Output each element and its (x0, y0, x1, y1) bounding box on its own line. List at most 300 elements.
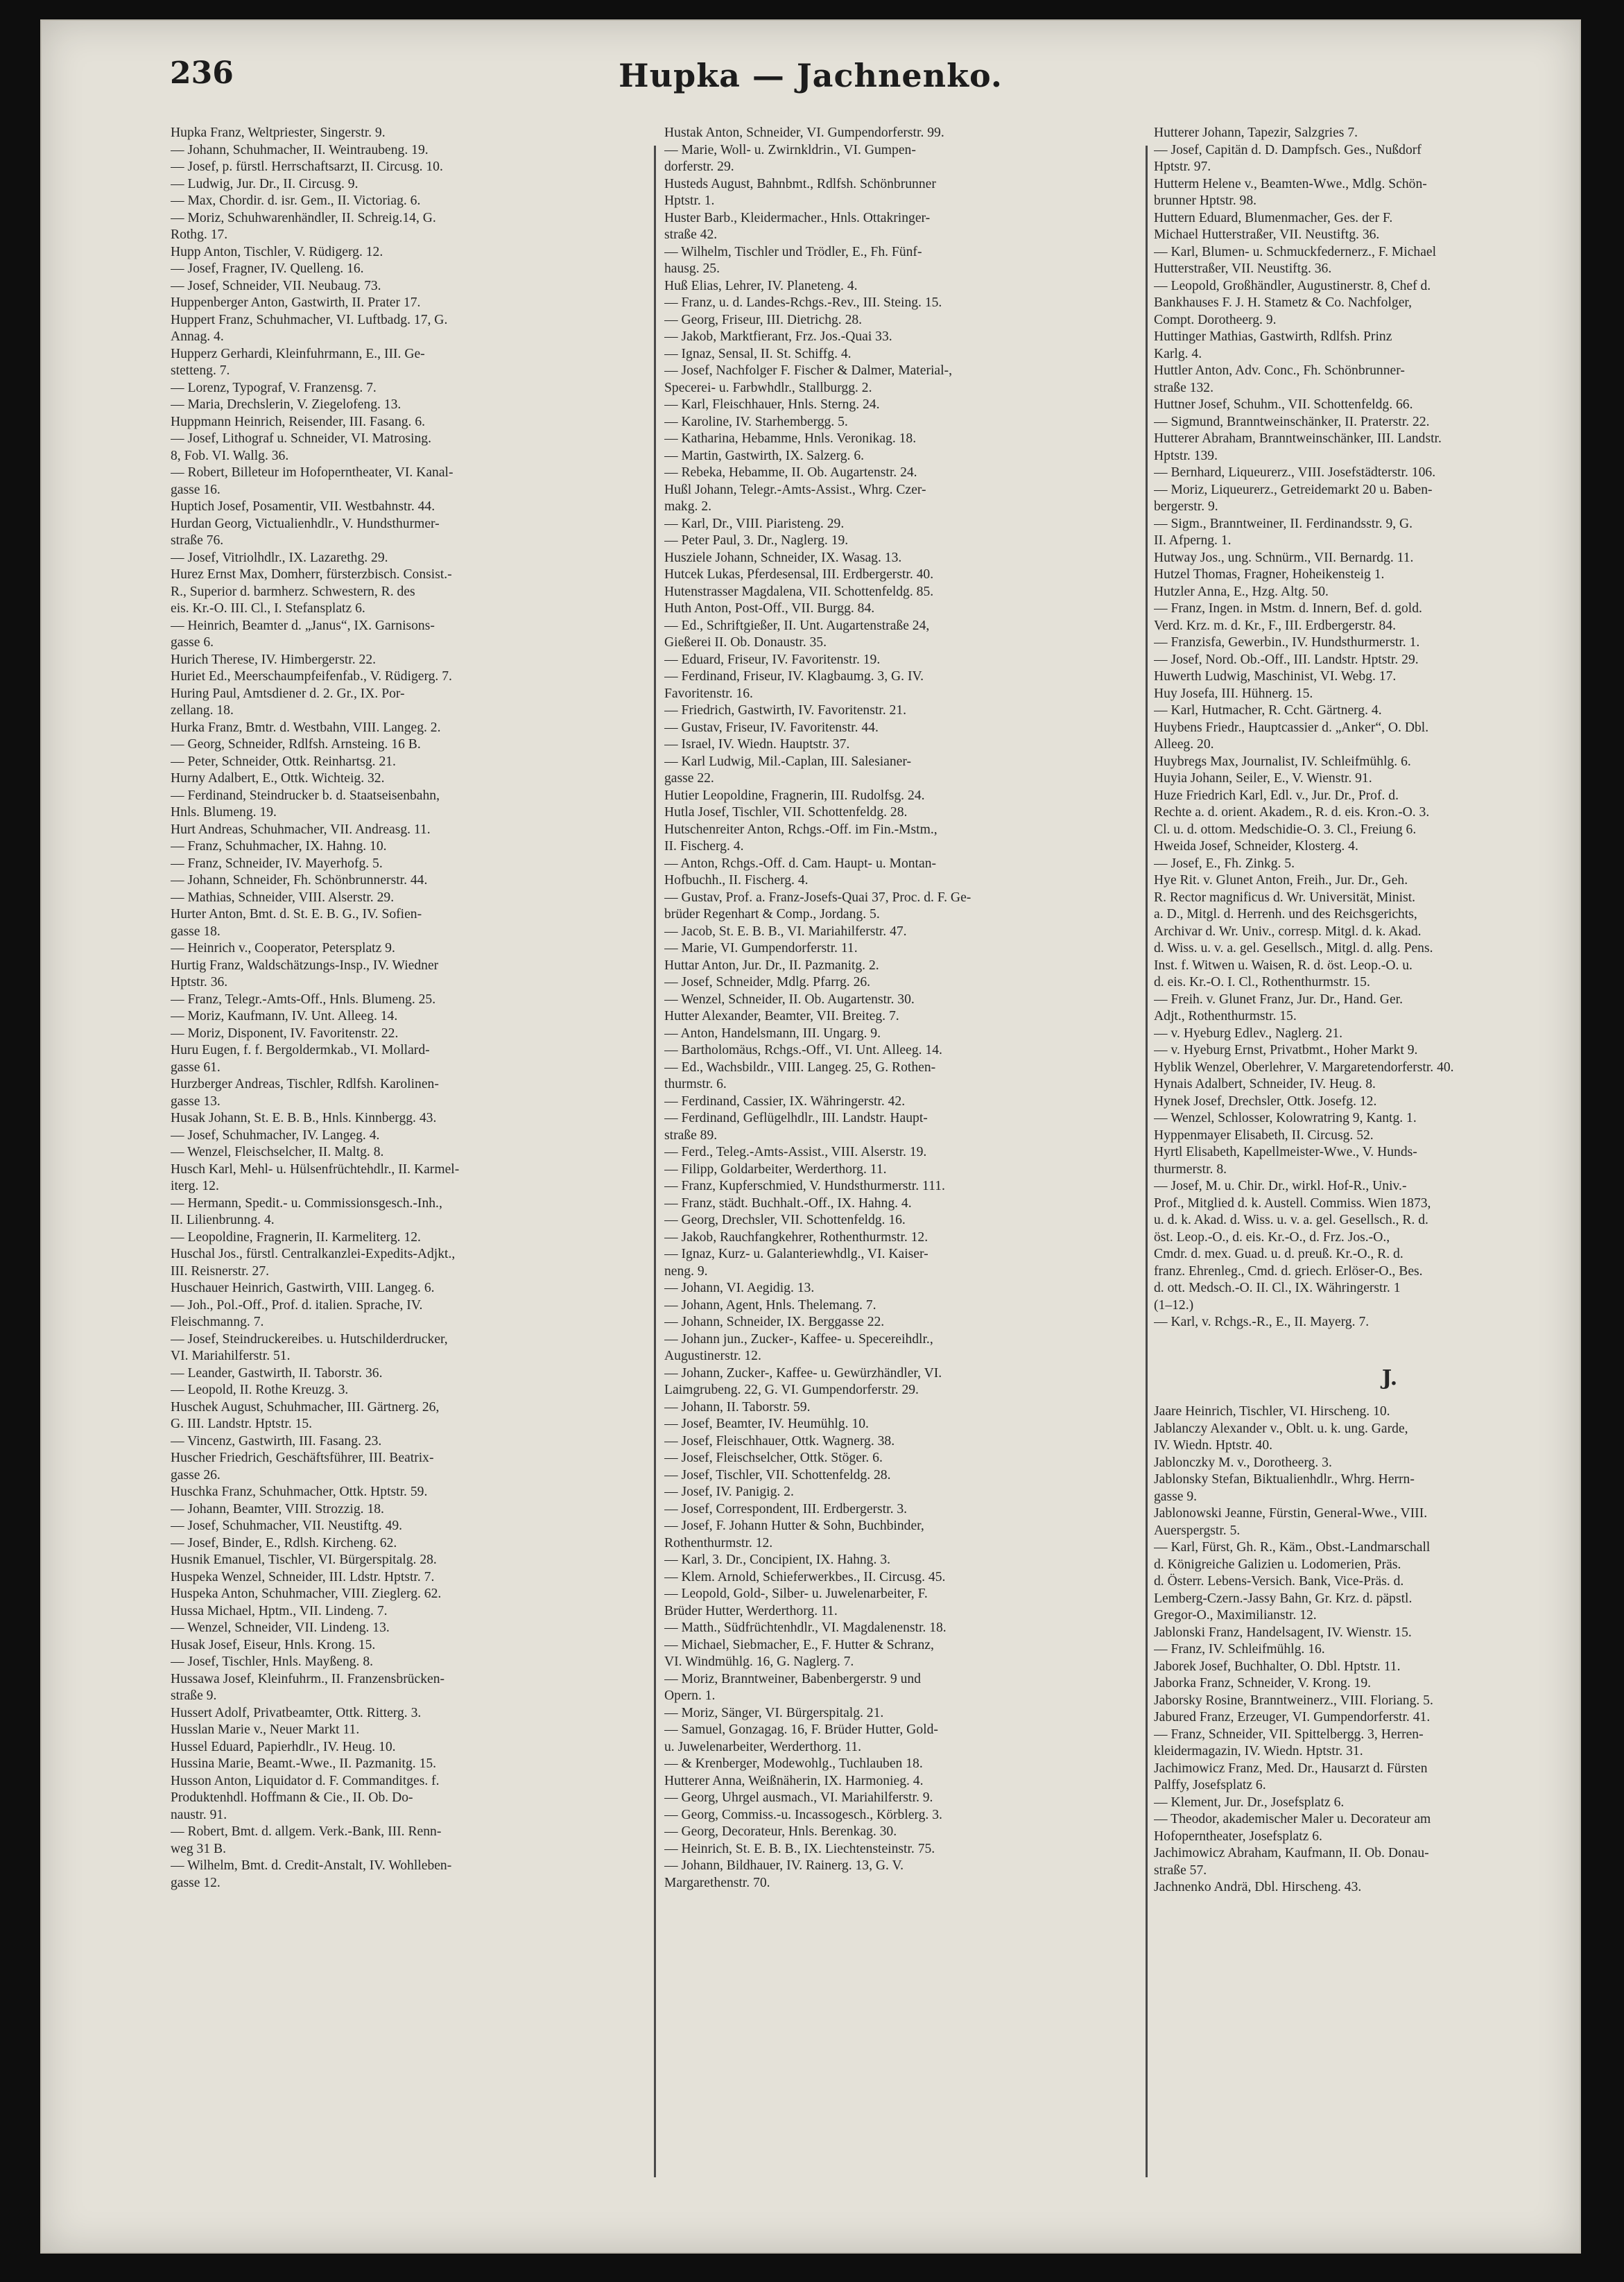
directory-entry: — Karl Ludwig, Mil.-Caplan, III. Salesianer- (664, 754, 912, 769)
directory-entry: Hupka Franz, Weltpriester, Singerstr. 9. (171, 126, 386, 140)
directory-entry: — Wenzel, Schneider, II. Ob. Augartenstr. 30. (664, 992, 915, 1007)
directory-entry: Hussert Adolf, Privatbeamter, Ottk. Ritterg. 3. (171, 1705, 422, 1720)
directory-entry: Huth Anton, Post-Off., VII. Burgg. 84. (664, 601, 875, 616)
directory-entry: — Johann, Schneider, IX. Berggasse 22. (664, 1315, 885, 1329)
directory-entry: Hutterm Helene v., Beamten-Wwe., Mdlg. Schön- (1154, 176, 1427, 191)
directory-entry: II. Afperng. 1. (1154, 533, 1232, 548)
directory-entry: — Josef, Correspondent, III. Erdbergerstr. 3. (664, 1501, 908, 1516)
directory-entry: Hurny Adalbert, E., Ottk. Wichteig. 32. (171, 771, 385, 786)
directory-entry: — Josef, Schuhmacher, IV. Langeg. 4. (171, 1127, 380, 1143)
directory-entry: Husch Karl, Mehl- u. Hülsenfrüchtehdlr., II. Karmel- (171, 1161, 460, 1177)
running-title: Hupka — Jachnenko. (619, 57, 1003, 94)
column-1 (171, 125, 648, 1892)
directory-entry: — Georg, Schneider, Rdlfsh. Arnsteing. 16 B. (171, 737, 421, 752)
column-spacer (1154, 1348, 1581, 1365)
directory-entry: — Michael, Siebmacher, E., F. Hutter & Schranz, (664, 1637, 934, 1652)
directory-entry: — Bernhard, Liqueurerz., VIII. Josefstädterstr. 106. (1154, 465, 1436, 480)
column-divider-1 (654, 146, 656, 2177)
directory-entry: — Josef, Fragner, IV. Quelleng. 16. (171, 261, 364, 276)
directory-entry: Cmdr. d. mex. Guad. u. d. preuß. Kr.-O., R. d. (1154, 1247, 1403, 1261)
directory-entry: — Josef, M. u. Chir. Dr., wirkl. Hof-R., Univ.- (1154, 1179, 1407, 1193)
directory-entry: — Eduard, Friseur, IV. Favoritenstr. 19. (664, 652, 881, 667)
directory-entry: Hofoperntheater, Josefsplatz 6. (1154, 1829, 1322, 1844)
directory-entry: Huttinger Mathias, Gastwirth, Rdlfsh. Prinz (1154, 329, 1392, 344)
directory-entry: Prof., Mitglied d. k. Austell. Commiss. Wien 1873, (1154, 1195, 1431, 1211)
directory-entry: — v. Hyeburg Edlev., Naglerg. 21. (1154, 1026, 1343, 1041)
directory-entry: — Friedrich, Gastwirth, IV. Favoritenstr. 21. (664, 703, 907, 718)
directory-entry: Huppenberger Anton, Gastwirth, II. Prater 17. (171, 295, 421, 310)
directory-entry: Favoritenstr. 16. (664, 686, 753, 701)
directory-entry: Jabured Franz, Erzeuger, VI. Gumpendorferstr. 41. (1154, 1710, 1431, 1725)
directory-entry: eis. Kr.-O. III. Cl., I. Stefansplatz 6. (171, 601, 365, 616)
directory-entry: hausg. 25. (664, 261, 720, 276)
directory-entry: II. Lilienbrunng. 4. (171, 1213, 275, 1227)
directory-entry: Lemberg-Czern.-Jassy Bahn, Gr. Krz. d. päpstl. (1154, 1591, 1413, 1606)
directory-entry: Hurez Ernst Max, Domherr, fürsterzbisch. Consist.- (171, 567, 452, 582)
directory-entry: Hurt Andreas, Schuhmacher, VII. Andreasg. 11. (171, 822, 431, 837)
directory-entry: — Franz, Schuhmacher, IX. Hahng. 10. (171, 839, 387, 854)
directory-entry: — Josef, Tischler, Hnls. Mayßeng. 8. (171, 1654, 374, 1669)
directory-entry: — Georg, Uhrgel ausmach., VI. Mariahilferstr. 9. (664, 1790, 933, 1805)
directory-entry: Hussina Marie, Beamt.-Wwe., II. Pazmanitg. 15. (171, 1756, 437, 1771)
directory-entry: Archivar d. Wr. Univ., corresp. Mitgl. d. k. Akad. (1154, 924, 1422, 939)
directory-entry: Brüder Hutter, Werderthorg. 11. (664, 1603, 838, 1618)
directory-entry: — Johann, Bildhauer, IV. Rainerg. 13, G. V. (664, 1858, 904, 1873)
directory-entry: — Ferdinand, Friseur, IV. Klagbaumg. 3, G. IV. (664, 669, 924, 684)
directory-entry: — Wilhelm, Tischler und Trödler, E., Fh. Fünf- (664, 244, 922, 259)
directory-entry: — Karl, v. Rchgs.-R., E., II. Mayerg. 7. (1154, 1315, 1370, 1329)
directory-entry: Opern. 1. (664, 1688, 716, 1703)
directory-entry: — Robert, Billeteur im Hofoperntheater, VI. Kanal- (171, 465, 453, 480)
directory-entry: — Josef, Nachfolger F. Fischer & Dalmer, Material-, (664, 363, 952, 378)
directory-entry: — Jakob, Rauchfangkehrer, Rothenthurmstr. 12. (664, 1229, 928, 1245)
directory-entry: — Marie, VI. Gumpendorferstr. 11. (664, 941, 858, 956)
directory-entry: — v. Hyeburg Ernst, Privatbmt., Hoher Markt 9. (1154, 1043, 1418, 1057)
directory-entry: Compt. Dorotheerg. 9. (1154, 312, 1277, 327)
directory-entry: a. D., Mitgl. d. Herrenh. und des Reichsgerichts, (1154, 907, 1417, 922)
directory-entry: naustr. 91. (171, 1807, 227, 1822)
directory-entry: — Maria, Drechslerin, V. Ziegelofeng. 13. (171, 397, 401, 412)
directory-entry: — Gustav, Friseur, IV. Favoritenstr. 44. (664, 720, 879, 735)
directory-entry: Huttner Josef, Schuhm., VII. Schottenfeldg. 66. (1154, 397, 1413, 412)
directory-entry: Inst. f. Witwen u. Waisen, R. d. öst. Leop.-O. u. (1154, 958, 1413, 973)
directory-entry: straße 76. (171, 533, 224, 548)
directory-entry: Hutterstraßer, VII. Neustiftg. 36. (1154, 261, 1332, 276)
directory-entry: — Jakob, Marktfierant, Frz. Jos.-Quai 33. (664, 329, 892, 344)
directory-entry: — Heinrich v., Cooperator, Petersplatz 9. (171, 941, 395, 956)
directory-entry: — Karl, Fleischhauer, Hnls. Sterng. 24. (664, 397, 880, 412)
directory-entry: — Leopold, Großhändler, Augustinerstr. 8, Chef d. (1154, 278, 1431, 293)
directory-entry: brunner Hptstr. 98. (1154, 193, 1257, 208)
directory-entry: Rechte a. d. orient. Akadem., R. d. eis. Kron.-O. 3. (1154, 805, 1430, 820)
directory-entry: d. Königreiche Galizien u. Lodomerien, Präs. (1154, 1557, 1401, 1572)
directory-entry: Husslan Marie v., Neuer Markt 11. (171, 1722, 360, 1737)
directory-entry: Jaborsky Rosine, Branntweinerz., VIII. Floriang. 5. (1154, 1693, 1433, 1708)
directory-entry: Husziele Johann, Schneider, IX. Wasag. 13. (664, 550, 902, 565)
directory-entry: — Ferdinand, Geflügelhdlr., III. Landstr. Haupt- (664, 1111, 928, 1125)
directory-entry: Hutenstrasser Magdalena, VII. Schottenfeldg. 85. (664, 584, 934, 599)
directory-entry: Huru Eugen, f. f. Bergoldermkab., VI. Mollard- (171, 1043, 430, 1057)
directory-entry: Jablonowski Jeanne, Fürstin, General-Wwe., VIII. (1154, 1506, 1428, 1521)
directory-entry: — Robert, Bmt. d. allgem. Verk.-Bank, III. Renn- (171, 1824, 442, 1839)
directory-entry: kleidermagazin, IV. Wiedn. Hptstr. 31. (1154, 1744, 1363, 1758)
directory-entry: makg. 2. (664, 499, 712, 514)
directory-entry: Husnik Emanuel, Tischler, VI. Bürgerspitalg. 28. (171, 1553, 437, 1567)
column-2 (664, 125, 1139, 1892)
directory-entry: Michael Hutterstraßer, VII. Neustiftg. 36. (1154, 227, 1380, 242)
directory-entry: Bankhauses F. J. H. Stametz & Co. Nachfolger, (1154, 295, 1413, 310)
directory-entry: — Katharina, Hebamme, Hnls. Veronikag. 18. (664, 431, 917, 446)
directory-entry: Hustak Anton, Schneider, VI. Gumpendorferstr. 99. (664, 126, 944, 140)
directory-entry: Hussawa Josef, Kleinfuhrm., II. Franzensbrücken- (171, 1671, 445, 1686)
directory-entry: Fleischmanng. 7. (171, 1315, 264, 1329)
directory-entry: — Leopold, II. Rothe Kreuzg. 3. (171, 1383, 349, 1397)
directory-entry: Huwerth Ludwig, Maschinist, VI. Webg. 17. (1154, 669, 1397, 684)
directory-entry: — Johann, VI. Aegidig. 13. (664, 1281, 815, 1295)
directory-entry: — Wenzel, Fleischselcher, II. Maltg. 8. (171, 1145, 384, 1159)
page-number: 236 (170, 55, 234, 91)
directory-entry: Hussel Eduard, Papierhdlr., IV. Heug. 10. (171, 1739, 396, 1754)
directory-entry: gasse 22. (664, 771, 714, 786)
directory-entry: Huspeka Wenzel, Schneider, III. Ldstr. Hptstr. 7. (171, 1569, 435, 1584)
directory-entry: — Josef, Capitän d. D. Dampfsch. Ges., Nußdorf (1154, 142, 1422, 157)
directory-entry: — Peter Paul, 3. Dr., Naglerg. 19. (664, 533, 849, 548)
directory-entry: — Israel, IV. Wiedn. Hauptstr. 37. (664, 737, 850, 752)
directory-entry: d. Wiss. u. v. a. gel. Gesellsch., Mitgl. d. allg. Pens. (1154, 941, 1433, 956)
directory-entry: Hutzel Thomas, Fragner, Hoheikensteig 1. (1154, 567, 1385, 582)
directory-entry: Huybregs Max, Journalist, IV. Schleifmühlg. 6. (1154, 754, 1411, 769)
directory-entry: — Josef, Vitriolhdlr., IX. Lazarethg. 29. (171, 550, 388, 565)
directory-entry: — Jacob, St. E. B. B., VI. Mariahilferstr. 47. (664, 924, 907, 939)
directory-entry: — Martin, Gastwirth, IX. Salzerg. 6. (664, 448, 865, 463)
directory-entry: dorferstr. 29. (664, 159, 734, 174)
directory-entry: Hutla Josef, Tischler, VII. Schottenfeldg. 28. (664, 805, 908, 820)
directory-entry: — Josef, Schneider, VII. Neubaug. 73. (171, 278, 381, 293)
directory-entry: Hyblik Wenzel, Oberlehrer, V. Margaretendorferstr. 40. (1154, 1060, 1454, 1075)
directory-entry: neng. 9. (664, 1263, 708, 1279)
directory-entry: — Josef, Lithograf u. Schneider, VI. Matrosing. (171, 431, 431, 446)
directory-entry: — Josef, Fleischselcher, Ottk. Stöger. 6. (664, 1451, 883, 1465)
directory-entry: stetteng. 7. (171, 363, 230, 378)
directory-entry: — Rebeka, Hebamme, II. Ob. Augartenstr. 24. (664, 465, 917, 480)
directory-entry: — Marie, Woll- u. Zwirnkldrin., VI. Gumpen- (664, 142, 916, 157)
directory-entry: Verd. Krz. m. d. Kr., F., III. Erdbergerstr. 84. (1154, 618, 1397, 633)
directory-entry: Huppert Franz, Schuhmacher, VI. Luftbadg. 17, G. (171, 312, 448, 327)
directory-entry: Palffy, Josefsplatz 6. (1154, 1778, 1266, 1792)
directory-entry: Hyrtl Elisabeth, Kapellmeister-Wwe., V. Hunds- (1154, 1145, 1417, 1159)
directory-entry: Augustinerstr. 12. (664, 1349, 761, 1363)
directory-entry: — Peter, Schneider, Ottk. Reinhartsg. 21. (171, 754, 396, 769)
directory-entry: — Moriz, Branntweiner, Babenbergerstr. 9 und (664, 1671, 921, 1686)
directory-entry: Hutterer Johann, Tapezir, Salzgries 7. (1154, 126, 1358, 140)
directory-entry: — Johann, Agent, Hnls. Thelemang. 7. (664, 1297, 876, 1313)
directory-entry: Huschauer Heinrich, Gastwirth, VIII. Langeg. 6. (171, 1281, 435, 1295)
column-3 (1154, 125, 1581, 1896)
directory-entry: Rothenthurmstr. 12. (664, 1535, 773, 1550)
directory-entry: Hye Rit. v. Glunet Anton, Freih., Jur. Dr., Geh. (1154, 873, 1408, 888)
directory-entry: — Josef, Nord. Ob.-Off., III. Landstr. Hptstr. 29. (1154, 652, 1419, 667)
directory-entry: — Georg, Decorateur, Hnls. Berenkag. 30. (664, 1824, 897, 1839)
directory-entry: gasse 16. (171, 482, 221, 497)
directory-entry: R. Rector magnificus d. Wr. Universität, Minist. (1154, 890, 1416, 905)
directory-entry: — Karl, Hutmacher, R. Ccht. Gärtnerg. 4. (1154, 703, 1382, 718)
directory-entry: — Franz, Schneider, VII. Spittelbergg. 3, Herren- (1154, 1727, 1424, 1742)
directory-entry: IV. Wiedn. Hptstr. 40. (1154, 1438, 1273, 1453)
directory-entry: — Vincenz, Gastwirth, III. Fasang. 23. (171, 1433, 382, 1449)
directory-entry: — Filipp, Goldarbeiter, Werderthorg. 11. (664, 1161, 887, 1177)
directory-entry: — Moriz, Liqueurerz., Getreidemarkt 20 u. Baben- (1154, 482, 1433, 497)
directory-entry: Huring Paul, Amtsdiener d. 2. Gr., IX. Por- (171, 686, 405, 701)
directory-entry: Hutschenreiter Anton, Rchgs.-Off. im Fin.-Mstm., (664, 822, 938, 837)
directory-entry: — Josef, Tischler, VII. Schottenfeldg. 28. (664, 1467, 891, 1483)
directory-entry: Hußl Johann, Telegr.-Amts-Assist., Whrg. Czer- (664, 482, 926, 497)
directory-entry: Hutter Alexander, Beamter, VII. Breiteg. 7. (664, 1009, 899, 1023)
directory-entry: — Joh., Pol.-Off., Prof. d. italien. Sprache, IV. (171, 1297, 423, 1313)
directory-entry: — Ed., Wachsbildr., VIII. Langeg. 25, G. Rothen- (664, 1060, 936, 1075)
directory-entry: G. III. Landstr. Hptstr. 15. (171, 1417, 313, 1431)
directory-entry: straße 57. (1154, 1862, 1207, 1878)
directory-entry: gasse 26. (171, 1467, 221, 1483)
directory-entry: Jaborka Franz, Schneider, V. Krong. 19. (1154, 1676, 1372, 1691)
directory-entry: Rothg. 17. (171, 227, 228, 242)
directory-entry: — Josef, F. Johann Hutter & Sohn, Buchbinder, (664, 1519, 924, 1533)
directory-entry: brüder Regenhart & Comp., Jordang. 5. (664, 907, 880, 922)
directory-entry: — Wenzel, Schlosser, Kolowratring 9, Kantg. 1. (1154, 1111, 1417, 1125)
directory-entry: — Leopold, Gold-, Silber- u. Juwelenarbeiter, F. (664, 1587, 928, 1601)
directory-entry: Huttar Anton, Jur. Dr., II. Pazmanitg. 2. (664, 958, 879, 973)
directory-entry: Hurka Franz, Bmtr. d. Westbahn, VIII. Langeg. 2. (171, 720, 441, 735)
directory-entry: — Samuel, Gonzagag. 16, F. Brüder Hutter, Gold- (664, 1722, 938, 1737)
directory-entry: — Leopoldine, Fragnerin, II. Karmeliterg. 12. (171, 1229, 421, 1245)
directory-entry: — Matth., Südfrüchtenhdlr., VI. Magdalenenstr. 18. (664, 1620, 947, 1635)
directory-entry: — Franzisfa, Gewerbin., IV. Hundsthurmerstr. 1. (1154, 635, 1420, 650)
directory-entry: — Franz, Schneider, IV. Mayerhofg. 5. (171, 856, 383, 871)
directory-entry: Hutcek Lukas, Pferdesensal, III. Erdbergerstr. 40. (664, 567, 934, 582)
directory-entry: Gießerei II. Ob. Donaustr. 35. (664, 635, 827, 650)
directory-entry: — Moriz, Schuhwarenhändler, II. Schreig.14, G. (171, 210, 436, 225)
directory-entry: — Franz, Kupferschmied, V. Hundsthurmerstr. 111. (664, 1179, 945, 1193)
directory-entry: Adjt., Rothenthurmstr. 15. (1154, 1009, 1297, 1023)
directory-entry: — Franz, Ingen. in Mstm. d. Innern, Bef. d. gold. (1154, 601, 1422, 616)
directory-entry: — Franz, IV. Schleifmühlg. 16. (1154, 1642, 1325, 1657)
directory-entry: — Josef, Steindruckereibes. u. Hutschilderdrucker, (171, 1331, 448, 1347)
directory-entry: Hptstr. 1. (664, 193, 715, 208)
directory-entry: — Johann, Zucker-, Kaffee- u. Gewürzhändler, VI. (664, 1365, 942, 1381)
directory-entry: — Ludwig, Jur. Dr., II. Circusg. 9. (171, 176, 359, 191)
directory-entry: Hofbuchh., II. Fischerg. 4. (664, 873, 809, 888)
directory-entry: Hurich Therese, IV. Himbergerstr. 22. (171, 652, 377, 667)
directory-entry: Hurzberger Andreas, Tischler, Rdlfsh. Karolinen- (171, 1077, 439, 1091)
directory-entry: III. Reisnerstr. 27. (171, 1263, 270, 1279)
directory-entry: — Klem. Arnold, Schieferwerkbes., II. Circusg. 45. (664, 1569, 946, 1584)
directory-entry: — Franz, Telegr.-Amts-Off., Hnls. Blumeng. 25. (171, 992, 436, 1007)
directory-entry: Jaare Heinrich, Tischler, VI. Hirscheng. 10. (1154, 1404, 1390, 1419)
directory-entry: iterg. 12. (171, 1179, 219, 1193)
directory-entry: Hurdan Georg, Victualienhdlr., V. Hundsthurmer- (171, 516, 440, 531)
directory-entry: Alleeg. 20. (1154, 737, 1214, 752)
directory-entry: Hnls. Blumeng. 19. (171, 805, 277, 820)
directory-entry: — Sigmund, Branntweinschänker, II. Praterstr. 22. (1154, 414, 1430, 429)
directory-entry: Huspeka Anton, Schuhmacher, VIII. Zieglerg. 62. (171, 1587, 442, 1601)
directory-entry: Jachimowicz Franz, Med. Dr., Hausarzt d. Fürsten (1154, 1761, 1428, 1776)
directory-entry: — Karl, Blumen- u. Schmuckfedernerz., F. Michael (1154, 244, 1437, 259)
directory-entry: Huscher Friedrich, Geschäftsführer, III. Beatrix- (171, 1451, 434, 1465)
directory-entry: — Franz, u. d. Landes-Rchgs.-Rev., III. Steing. 15. (664, 295, 942, 310)
directory-entry: — Ignaz, Sensal, II. St. Schiffg. 4. (664, 346, 852, 361)
directory-entry: Huster Barb., Kleidermacher., Hnls. Ottakringer- (664, 210, 931, 225)
directory-entry: Produktenhdl. Hoffmann & Cie., II. Ob. Do- (171, 1790, 413, 1805)
directory-entry: Hutterer Anna, Weißnäherin, IX. Harmonieg. 4. (664, 1773, 924, 1788)
directory-entry: gasse 13. (171, 1094, 221, 1109)
directory-entry: öst. Leop.-O., d. eis. Kr.-O., d. Frz. Jos.-O., (1154, 1229, 1390, 1245)
directory-entry: — Josef, Schneider, Mdlg. Pfarrg. 26. (664, 975, 871, 989)
directory-entry: (1–12.) (1154, 1297, 1194, 1313)
column-spacer (1154, 1331, 1581, 1348)
directory-entry: — Sigm., Branntweiner, II. Ferdinandsstr. 9, G. (1154, 516, 1413, 531)
directory-entry: bergerstr. 9. (1154, 499, 1218, 514)
directory-entry: — Karl, 3. Dr., Concipient, IX. Hahng. 3. (664, 1553, 890, 1567)
directory-entry: Jablonczky M. v., Dorotheerg. 3. (1154, 1455, 1332, 1470)
directory-entry: — Johann, Beamter, VIII. Strozzig. 18. (171, 1501, 384, 1516)
directory-entry: Hyppenmayer Elisabeth, II. Circusg. 52. (1154, 1127, 1374, 1143)
directory-entry: Huriet Ed., Meerschaumpfeifenfab., V. Rüdigerg. 7. (171, 669, 452, 684)
directory-entry: Hupperz Gerhardi, Kleinfuhrmann, E., III. Ge- (171, 346, 425, 361)
directory-entry: — Josef, IV. Panigig. 2. (664, 1485, 794, 1499)
directory-entry: Hutterer Abraham, Branntweinschänker, III. Landstr. (1154, 431, 1442, 446)
directory-entry: Hutzler Anna, E., Hzg. Altg. 50. (1154, 584, 1329, 599)
directory-entry: — Mathias, Schneider, VIII. Alserstr. 29. (171, 890, 395, 905)
directory-entry: gasse 6. (171, 635, 214, 650)
directory-entry: — Johann jun., Zucker-, Kaffee- u. Specereihdlr., (664, 1331, 933, 1347)
directory-entry: — Johann, II. Taborstr. 59. (664, 1399, 811, 1415)
directory-entry: — Gustav, Prof. a. Franz-Josefs-Quai 37, Proc. d. F. Ge- (664, 890, 971, 905)
directory-entry: Huschka Franz, Schuhmacher, Ottk. Hptstr. 59. (171, 1485, 428, 1499)
directory-entry: Hupp Anton, Tischler, V. Rüdigerg. 12. (171, 244, 383, 259)
directory-entry: Huttler Anton, Adv. Conc., Fh. Schönbrunner- (1154, 363, 1405, 378)
directory-entry: — Klement, Jur. Dr., Josefsplatz 6. (1154, 1795, 1345, 1810)
directory-entry: Husteds August, Bahnbmt., Rdlfsh. Schönbrunner (664, 176, 936, 191)
directory-entry: Hptstr. 36. (171, 975, 228, 989)
directory-entry: — Freih. v. Glunet Franz, Jur. Dr., Hand. Ger. (1154, 992, 1403, 1007)
directory-entry: u. Juwelenarbeiter, Werderthorg. 11. (664, 1739, 862, 1754)
directory-entry: — Josef, Binder, E., Rdlsh. Kircheng. 62. (171, 1535, 397, 1550)
directory-entry: — Karl, Fürst, Gh. R., Käm., Obst.-Landmarschall (1154, 1540, 1431, 1555)
directory-entry: — Ferdinand, Steindrucker b. d. Staatseisenbahn, (171, 788, 440, 803)
directory-entry: Jablonski Franz, Handelsagent, IV. Wienstr. 15. (1154, 1625, 1412, 1640)
directory-entry: — Moriz, Disponent, IV. Favoritenstr. 22. (171, 1026, 399, 1041)
directory-entry: — Anton, Handelsmann, III. Ungarg. 9. (664, 1026, 881, 1041)
directory-entry: — Bartholomäus, Rchgs.-Off., VI. Unt. Alleeg. 14. (664, 1043, 942, 1057)
directory-entry: Gregor-O., Maximilianstr. 12. (1154, 1608, 1317, 1623)
directory-entry: Huptich Josef, Posamentir, VII. Westbahnstr. 44. (171, 499, 435, 514)
directory-entry: u. d. k. Akad. d. Wiss. u. v. a. gel. Gesellsch., R. d. (1154, 1213, 1428, 1227)
directory-entry: — Lorenz, Typograf, V. Franzensg. 7. (171, 380, 377, 395)
directory-entry: — Karl, Dr., VIII. Piaristeng. 29. (664, 516, 845, 531)
directory-entry: — Josef, Beamter, IV. Heumühlg. 10. (664, 1417, 869, 1431)
directory-entry: — Franz, städt. Buchhalt.-Off., IX. Hahng. 4. (664, 1195, 912, 1211)
directory-entry: Hynais Adalbert, Schneider, IV. Heug. 8. (1154, 1077, 1376, 1091)
directory-entry: Hptstr. 97. (1154, 159, 1211, 174)
directory-entry: Huze Friedrich Karl, Edl. v., Jur. Dr., Prof. d. (1154, 788, 1399, 803)
directory-page (40, 19, 1581, 2254)
directory-entry: gasse 9. (1154, 1489, 1198, 1504)
directory-entry: VI. Windmühlg. 16, G. Naglerg. 7. (664, 1654, 854, 1669)
directory-entry: — Moriz, Sänger, VI. Bürgerspitalg. 21. (664, 1705, 884, 1720)
directory-entry: weg 31 B. (171, 1841, 227, 1856)
directory-entry: Laimgrubeng. 22, G. VI. Gumpendorferstr. 29. (664, 1383, 919, 1397)
directory-entry: gasse 12. (171, 1875, 221, 1890)
directory-entry: d. Österr. Lebens-Versich. Bank, Vice-Präs. d. (1154, 1574, 1404, 1589)
directory-entry: — Moriz, Kaufmann, IV. Unt. Alleeg. 14. (171, 1009, 398, 1023)
directory-entry: Hptstr. 139. (1154, 448, 1218, 463)
directory-entry: Huy Josefa, III. Hühnerg. 15. (1154, 686, 1313, 701)
directory-entry: d. eis. Kr.-O. I. Cl., Rothenthurmstr. 15. (1154, 975, 1370, 989)
directory-entry: Specerei- u. Farbwhdlr., Stallburgg. 2. (664, 380, 872, 395)
directory-entry: Auerspergstr. 5. (1154, 1523, 1241, 1538)
directory-entry: — Georg, Friseur, III. Dietrichg. 28. (664, 312, 863, 327)
directory-entry: Husak Johann, St. E. B. B., Hnls. Kinnbergg. 43. (171, 1111, 437, 1125)
directory-entry: Hweida Josef, Schneider, Klosterg. 4. (1154, 839, 1358, 854)
directory-entry: gasse 18. (171, 924, 221, 939)
directory-entry: — Leander, Gastwirth, II. Taborstr. 36. (171, 1365, 383, 1381)
directory-entry: — Georg, Drechsler, VII. Schottenfeldg. 16. (664, 1213, 906, 1227)
directory-entry: — Theodor, akademischer Maler u. Decorateur am (1154, 1812, 1431, 1826)
directory-entry: Huppmann Heinrich, Reisender, III. Fasang. 6. (171, 414, 426, 429)
directory-entry: Hynek Josef, Drechsler, Ottk. Josefg. 12. (1154, 1094, 1377, 1109)
directory-entry: — Karoline, IV. Starhembergg. 5. (664, 414, 848, 429)
directory-entry: — Johann, Schuhmacher, II. Weintraubeng. 19. (171, 142, 429, 157)
directory-entry: — Ferd., Teleg.-Amts-Assist., VIII. Alserstr. 19. (664, 1145, 927, 1159)
directory-entry: Annag. 4. (171, 329, 224, 344)
directory-entry: — Hermann, Spedit.- u. Commissionsgesch.-Inh., (171, 1195, 442, 1211)
directory-entry: d. ott. Medsch.-O. II. Cl., IX. Währingerstr. 1 (1154, 1281, 1401, 1295)
directory-entry: — Josef, Fleischhauer, Ottk. Wagnerg. 38. (664, 1433, 895, 1449)
directory-entry: — Ignaz, Kurz- u. Galanteriewhdlg., VI. Kaiser- (664, 1247, 928, 1261)
directory-entry: Hutier Leopoldine, Fragnerin, III. Rudolfsg. 24. (664, 788, 925, 803)
directory-entry: Hussa Michael, Hptm., VII. Lindeng. 7. (171, 1603, 388, 1618)
directory-entry: — Josef, p. fürstl. Herrschaftsarzt, II. Circusg. 10. (171, 159, 443, 174)
directory-entry: — Ferdinand, Cassier, IX. Währingerstr. 42. (664, 1094, 906, 1109)
directory-entry: Hurter Anton, Bmt. d. St. E. B. G., IV. Sofien- (171, 907, 422, 922)
directory-entry: gasse 61. (171, 1060, 221, 1075)
directory-entry: — Georg, Commiss.-u. Incassogesch., Körblerg. 3. (664, 1807, 942, 1822)
directory-entry: Jablonsky Stefan, Biktualienhdlr., Whrg. Herrn- (1154, 1472, 1415, 1487)
directory-entry: Cl. u. d. ottom. Medschidie-O. 3. Cl., Freiung 6. (1154, 822, 1417, 837)
directory-entry: zellang. 18. (171, 703, 234, 718)
directory-entry: Huschal Jos., fürstl. Centralkanzlei-Expedits-Adjkt., (171, 1247, 456, 1261)
directory-entry: — Josef, Schuhmacher, VII. Neustiftg. 49. (171, 1519, 403, 1533)
directory-entry: straße 132. (1154, 380, 1213, 395)
directory-entry: — Wenzel, Schneider, VII. Lindeng. 13. (171, 1620, 390, 1635)
directory-entry: — Max, Chordir. d. isr. Gem., II. Victoriag. 6. (171, 193, 421, 208)
directory-entry: 8, Fob. VI. Wallg. 36. (171, 448, 289, 463)
directory-entry: R., Superior d. barmherz. Schwestern, R. des (171, 584, 415, 599)
directory-entry: Huybens Friedr., Hauptcassier d. „Anker“, O. Dbl. (1154, 720, 1429, 735)
directory-entry: Hurtig Franz, Waldschätzungs-Insp., IV. Wiedner (171, 958, 439, 973)
directory-entry: thurmstr. 6. (664, 1077, 727, 1091)
directory-entry: — Johann, Schneider, Fh. Schönbrunnerstr. 44. (171, 873, 428, 888)
directory-entry: franz. Ehrenleg., Cmd. d. griech. Erlöser-O., Bes. (1154, 1263, 1423, 1279)
directory-entry: II. Fischerg. 4. (664, 839, 744, 854)
directory-entry: — Ed., Schriftgießer, II. Unt. Augartenstraße 24, (664, 618, 930, 633)
directory-entry: Husak Josef, Eiseur, Hnls. Krong. 15. (171, 1637, 376, 1652)
directory-entry: — Josef, E., Fh. Zinkg. 5. (1154, 856, 1295, 871)
directory-entry: — Wilhelm, Bmt. d. Credit-Anstalt, IV. Wohlleben- (171, 1858, 452, 1873)
directory-entry: thurmerstr. 8. (1154, 1161, 1227, 1177)
directory-entry: Jachimowicz Abraham, Kaufmann, II. Ob. Donau- (1154, 1846, 1429, 1860)
directory-entry: Jaborek Josef, Buchhalter, O. Dbl. Hptstr. 11. (1154, 1659, 1401, 1674)
directory-entry: Huyia Johann, Seiler, E., V. Wienstr. 91. (1154, 771, 1372, 786)
